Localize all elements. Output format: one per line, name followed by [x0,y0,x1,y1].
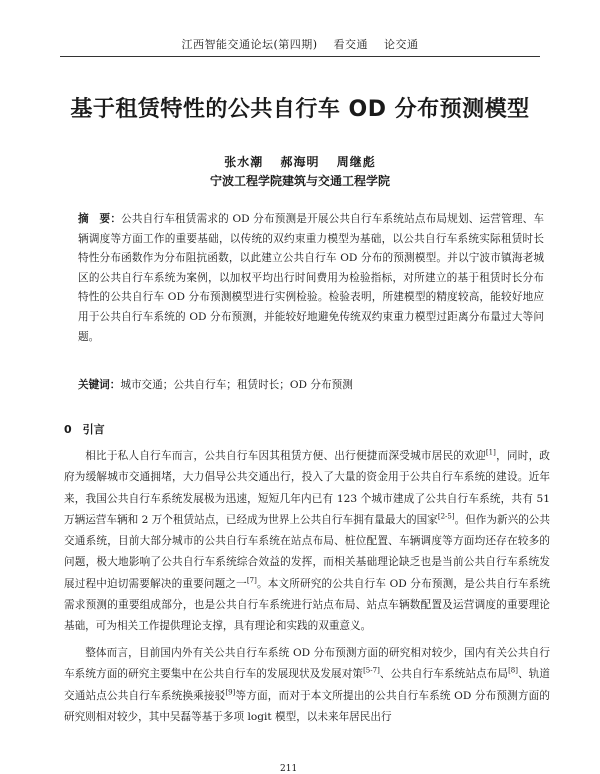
journal-name: 江西智能交通论坛(第四期) [181,38,318,51]
citation-ref: [8] [508,666,518,675]
paragraph-text: 整体而言，目前国内外有关公共自行车系统 OD 分布预测方面的研究相对较少，国内有关公共自行车系统方面的研究主要集中在公共自行车的发展现状及发展对策 [64,647,550,681]
header-divider [60,56,540,57]
header-section-1: 看交通 [333,38,369,51]
section-heading: 0 引言 [64,423,105,436]
paragraph-text: 、轨道交通站点公共自行车系统换乘接驳 [64,668,551,702]
keywords-text: 城市交通；公共自行车；租赁时长；OD 分布预测 [120,379,353,391]
keywords [78,376,544,394]
header-section-2: 论交通 [384,38,419,51]
abstract-label: 摘 要： [78,213,122,225]
body-paragraph [64,643,550,728]
author: 张水潮 [224,155,264,169]
paragraph-text: 。但作为新兴的公共交通系统，目前大部分城市的公共自行车系统在站点布局、桩位配置、车辆调度等方面均还存在较多的问题，极大地影响了公共自行车系统综合效益的发挥，而相关基础理论缺乏也是当前公共自行车系统发展过程中迫切需要解决的重要问题之一 [64,513,550,590]
citation-ref: [2-5] [437,512,455,521]
author: 周继彪 [336,155,376,169]
abstract [78,210,544,347]
citation-ref: [5-7] [363,666,380,675]
paper-title: 基于租赁特性的公共自行车 OD 分布预测模型 [70,97,530,122]
paragraph-text: 等方面，而对于本文所提出的公共自行车系统 OD 分布预测方面的研究则相对较少，其中吴磊等基于多项 logit 模型，以未来年居民出行 [64,689,550,723]
paragraph-text: 、公共自行车系统站点布局 [379,668,509,681]
author-list [40,153,560,170]
body-paragraph [64,446,550,638]
citation-ref: [9] [225,688,236,697]
paragraph-text: ，同时，政府为缓解城市交通拥堵，大力倡导公共交通出行，投入了大量的资金用于公共自行车系统的建设。近年来，我国公共自行车系统发展极为迅速，短短几年内已有 123 个城市建成了公共自行车系统，共有 51 万辆运营车辆和 2 万个租赁站点，已经成为世界上公共自行车拥有量最大的国家 [64,450,550,526]
citation-ref: [7] [246,576,257,585]
abstract-text: 公共自行车租赁需求的 OD 分布预测是开展公共自行车系统站点布局规划、运营管理、车辆调度等方面工作的重要基础，以传统的双约束重力模型为基础，以公共自行车系统实际租赁时长特性分布函数作为分布阻抗函数，以此建立公共自行车 OD 分布的预测模型。并以宁波市镇海老城区的公共自行车系统为案例，以加权平均出行时间费用为检验指标，对所建立的基于租赁时长分布特性的公共自行车 OD 分布预测模型进行实例检验。检验表明，所建模型的精度较高，能较好地应用于公共自行车系统的 OD 分布预测，并能较好地避免传统双约束重力模型过距离分布量过大等问题。 [78,213,545,343]
paragraph-text: 相比于私人自行车而言，公共自行车因其租赁方便、出行便捷而深受城市居民的欢迎 [85,450,486,462]
author: 郝海明 [280,155,320,169]
paragraph-text: 。本文所研究的公共自行车 OD 分布预测，是公共自行车系统需求预测的重要组成部分，也是公共自行车系统进行站点布局、站点车辆数配置及运营调度的重要理论基础，可为相关工作提供理论支撑，具有理论和实践的双重意义。 [64,577,550,633]
citation-ref: [1] [485,448,496,457]
affiliation: 宁波工程学院建筑与交通工程学院 [209,174,390,188]
running-header [60,36,540,54]
page-number: 211 [280,764,298,774]
keywords-label: 关键词： [78,379,121,391]
